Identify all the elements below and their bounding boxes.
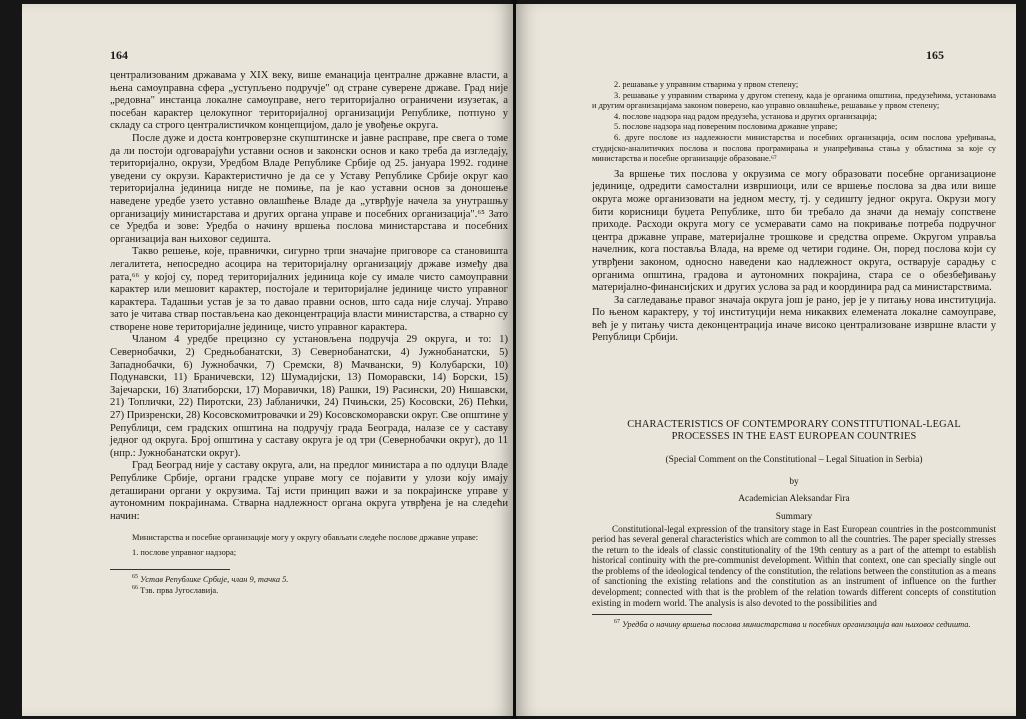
footnote: [110, 585, 508, 596]
footnote-number: 67: [614, 619, 620, 626]
footnote-number: 66: [132, 584, 138, 591]
right-page-body: [592, 80, 996, 630]
paragraph: Чланом 4 уредбе прецизно су установљена подручја 29 округа, и то: 1) Севернобачки, 2) Средњобанатски, 3) Севернобанатски, 4) Јужнобанатски, 5) Западнобачки, 6) Јужнобачки, 7) Сремски, 8) Мачвански, 9) Колубарски, 10) Подунавски, 11) Браничевски, 12) Шумадијски, 13) Поморавски, 14) Борски, 15) Зајечарски, 16) Златиборски, 17) Моравички, 18) Рашки, 19) Расински, 20) Нишавски, 21) Топлички, 22) Пиротски, 23) Јабланички, 24) Пчињски, 25) Косовски, 26) Пећки, 27) Призренски, 28) Косовскомитровачки и 29) Косовскоморавски округ. Све општине у Републици, сем градских општина на подручју града Београда, налазе се у саставу једног од округа. Број општина у саставу округа је од три (Севернобачки округ), до 11 (нпр.: Јужнобанатски округ).: [110, 334, 509, 459]
footnote-text: Тзв. прва Југославија.: [140, 585, 219, 595]
list-item: 4. послове надзора над радом предузећа, установа и других организација;: [614, 111, 877, 121]
paragraph: Град Београд није у саставу округа, али, на предлог министара а по одлуци Владе Републике Србије, органи градске управе могу се појавити у улози коју имају деташирани органи у окрузима. Тај исти принцип важи и за покрајинске управе у аутономним покрајинама. Стварна надлежност органа округа утврђена је на следећи начин:: [110, 460, 508, 522]
footnote: [110, 574, 508, 585]
footnote-text: Устав Републике Србије, члан 9, тачка 5.: [140, 574, 289, 584]
author-name: Academician Aleksandar Fira: [738, 493, 850, 504]
block-intro: Министарства и посебне организације могу у округу обављати следеће послове државне управе:: [132, 533, 479, 543]
article-heading: [592, 419, 996, 523]
footnote-text: Уредба о начину вршења послова министарстава и посебних организација ван њиховог седишта.: [622, 620, 971, 630]
left-page: [22, 4, 513, 716]
page-number-left: 164: [110, 48, 128, 62]
task-list: [592, 80, 996, 165]
article-title-line: PROCESSES IN THE EAST EUROPEAN COUNTRIES: [671, 431, 917, 443]
footnote: [592, 619, 996, 630]
footnote-rule: [592, 614, 712, 615]
footnote-rule: [110, 569, 230, 570]
byline-by: by: [789, 477, 799, 488]
list-item: 5. послове надзора над повереним пословима државне управе;: [614, 122, 838, 132]
summary-body: [592, 524, 996, 609]
block-item: 1. послове управног надзора;: [132, 547, 237, 557]
right-page: [516, 4, 1016, 716]
paragraph: За вршење тих послова у окрузима се могу образовати посебне организационе јединице, одредити самостални извршиоци, или се вршење послова за два или више округа може организовати на једном месту, тј. у седишту једног округа. Окрузи могу бити корисници буџета Републике, што би требало да значи да немају сопствене приходе. Расходи округа могу се усмеравати само на покривање потреба подручног центра државне управе, материјалне трошкове и средства опреме. Округом управља начелник, кога поставља Влада, на време од четири године. Он, поред послова који су утврђени законом, односно наведени као надлежност округа, остварује сарадњу с органима општина, градова и аутономних покрајина, стара се о обезбеђивању материјално-финансијских и других услова за рад и координира рад са министарствима.: [592, 168, 996, 294]
article-title-line: CHARACTERISTICS OF CONTEMPORARY CONSTITUTIONAL-LEGAL: [627, 419, 961, 431]
left-page-body: [110, 70, 508, 596]
page-number-right: 165: [926, 48, 944, 62]
paragraph: После дуже и доста контроверзне скупштинске и јавне расправе, пре свега о томе да ли постоји одговарајући уставни основ и законски основ и како треба да изгледају, територијално, окрузи, Уредбом Владе Републике Србије од 25. јануара 1992. године уведени су окрузи. Карактеристично је да се у Уставу Републике Србије округ као територијална јединица нигде не помиње, па је као уставни основ за доношење наведене уредбе узето уставно овлашћење Владе да „утврђује начела за унутрашњу организацију министарстава и других органа управе и посебних организација".⁶⁵ Зато се Уредба и зове: Уредба о начину вршења послова министарстава и посебних организација ван њиховог седишта.: [110, 132, 508, 245]
summary-paragraph: Constitutional-legal expression of the transitory stage in East European countries in the postcommunist period has several general characteristics which are common to all the countries. The paper specially stresses the return to the ideals of classic constitutionality of the 19th century as a part of the attempt to establish historical continuity with the pre-communist development. Within that context, one can specially single out the problems of the ideological tendency of the constitution, the relations between the constitution as a means of sanctioning the existing relations and the constitution as an instrument of influence on the further development; connected with that is the problem of the relation towards different concepts of constitution existing in modern world. The analysis is also devoted to the possibilities and: [592, 523, 996, 608]
list-item: 2. решавање у управним стварима у првом степену;: [614, 80, 799, 89]
paragraph: централизованим државама у XIX веку, више еманација централне државне власти, а њена самоуправна сфера „уступљено подручје" од стране суверене државе. Град није „редовна" инстанца локалне самоуправе, него територијално ограничени изузетак, а посебан карактер целокупног територијалној организацији Републике, потпуно у складу са строго централистичком концепцијом, дало је увођење округа.: [110, 70, 508, 132]
summary-label: Summary: [775, 512, 813, 523]
paragraph: За сагледавање правог значаја округа још је рано, јер је у питању нова институција. По њеном карактеру, у тој институцији нема никаквих елемената локалне самоуправе, већ је у питању чиста деконцентрација иначе високо централизоване извршне власти у Републици Србији.: [592, 294, 996, 344]
paragraph: Такво решење, које, правнички, сигурно трпи значајне приговоре са становишта легалитета, непосредно асоцира на територијалну организацију државе између два рата,⁶⁶ у којој су, поред територијалних јединица које су имале чисто самоуправни карактер или мешовит карактер, постојале и територијалне јединице чисто управног карактера. Тадашњи устав је за то давао правни основ, што сада није случај. Управо зато је читава ствар постављена као деконцентрација власти министарства, а стварно су створене нове територијалне јединице, чисто управног карактера.: [110, 246, 508, 333]
list-item: 6. друге послове из надлежности министарства и посебних организација, осим послова уређивања, студијско-аналитичких послова и послова програмирања и унапређивања стања у областима за које су министарства и посебне организације образоване.⁶⁷: [592, 132, 996, 164]
footnote-number: 65: [132, 573, 138, 580]
article-subtitle: (Special Comment on the Constitutional – Legal Situation in Serbia): [665, 454, 923, 465]
list-item: 3. решавање у управним стварима у другом степену, када је органима општина, предузећима, установама и другим организацијама законом поверено, као управно овлашћење, решавање у првом степену;: [592, 90, 996, 111]
